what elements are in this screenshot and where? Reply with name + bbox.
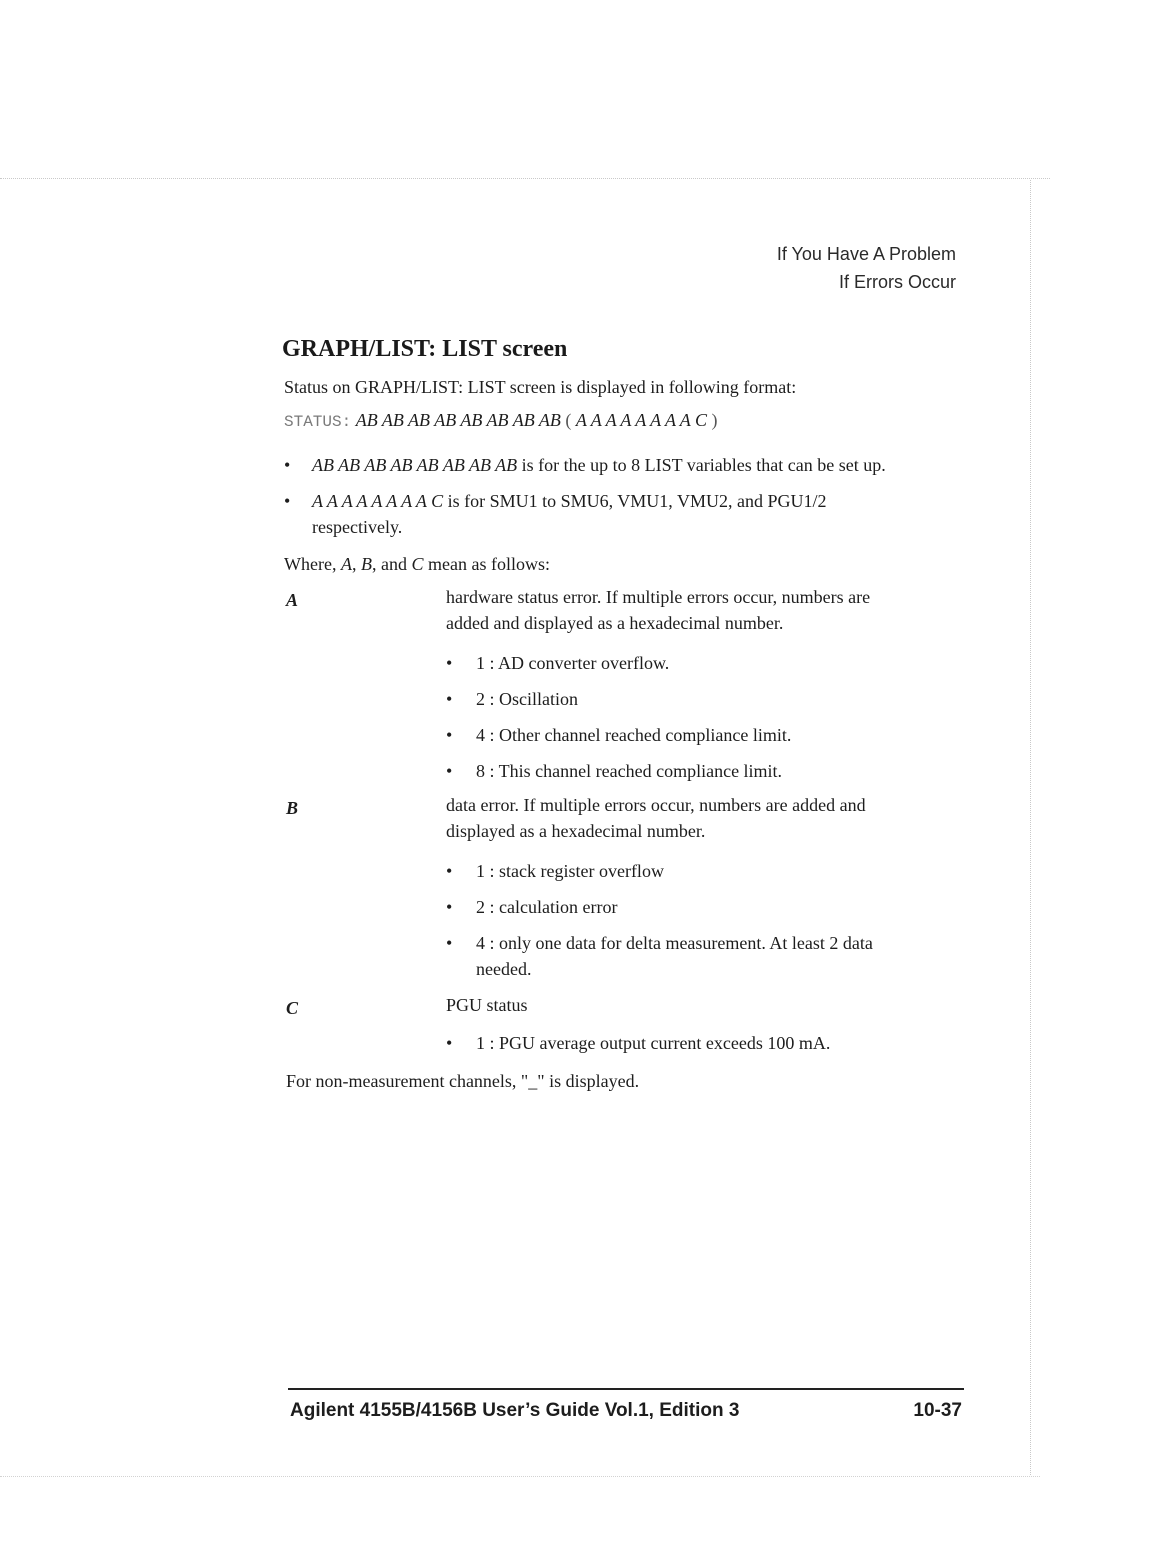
where-term-a: A	[340, 554, 352, 574]
bullet-text: is for the up to 8 LIST variables that can be set up.	[517, 455, 886, 475]
where-prefix: Where,	[284, 554, 341, 574]
running-header	[777, 240, 956, 296]
description-line: hardware status error. If multiple errors occur, numbers are	[446, 587, 871, 607]
list-item-text: 4 : Other channel reached compliance limit.	[476, 725, 792, 745]
status-open-paren: (	[565, 410, 572, 430]
term-b-description	[446, 792, 866, 844]
bullet-dot: •	[446, 897, 453, 917]
where-term-c: C	[411, 554, 424, 574]
header-chapter: If You Have A Problem	[776, 244, 956, 264]
bullet-code: AB AB AB AB AB AB AB AB	[312, 455, 518, 475]
list-item-text: 2 : Oscillation	[476, 689, 578, 709]
bullet-dot: •	[446, 933, 453, 953]
term-a-description	[446, 584, 870, 636]
term-a: A	[286, 590, 299, 610]
bullet-dot: •	[446, 861, 453, 881]
where-sep: , and	[371, 554, 412, 574]
bullet-dot: •	[446, 653, 453, 673]
closing-paragraph: For non-measurement channels, "_" is displayed.	[286, 1071, 640, 1091]
where-paragraph	[284, 551, 550, 577]
bullet-text: is for SMU1 to SMU6, VMU1, VMU2, and PGU1/2	[443, 491, 827, 511]
description-line: displayed as a hexadecimal number.	[446, 821, 706, 841]
footer-rule	[288, 1388, 964, 1390]
list-item-text: 2 : calculation error	[476, 897, 618, 917]
term-c-description: PGU status	[446, 995, 528, 1015]
term-b: B	[286, 798, 299, 818]
status-format-line	[284, 410, 717, 431]
status-channels: A A A A A A A A C	[575, 410, 707, 430]
bullet-code: A A A A A A A A C	[312, 491, 444, 511]
status-pairs: AB AB AB AB AB AB AB AB	[355, 410, 561, 430]
description-line: data error. If multiple errors occur, numbers are added and	[446, 795, 866, 815]
list-item-text: 1 : AD converter overflow.	[476, 653, 670, 673]
status-close-paren: )	[711, 410, 718, 430]
intro-paragraph: Status on GRAPH/LIST: LIST screen is displayed in following format:	[284, 377, 797, 397]
where-sep: ,	[351, 554, 361, 574]
where-term-b: B	[360, 554, 372, 574]
bullet-dot: •	[446, 725, 453, 745]
page-number: 10-37	[913, 1400, 962, 1421]
bullet-dot: •	[446, 689, 453, 709]
list-item-text: 8 : This channel reached compliance limit.	[476, 761, 783, 781]
list-item-text: 1 : PGU average output current exceeds 100 mA.	[476, 1033, 831, 1053]
footer-title: Agilent 4155B/4156B User’s Guide Vol.1, Edition 3	[290, 1400, 740, 1421]
bullet-dot: •	[284, 455, 291, 475]
header-section: If Errors Occur	[838, 272, 956, 292]
bullet-dot: •	[284, 491, 291, 511]
term-c: C	[286, 998, 299, 1018]
bullet-dot: •	[446, 761, 453, 781]
list-item-text: 4 : only one data for delta measurement. At least 2 data	[476, 933, 873, 953]
status-label: STATUS:	[284, 413, 352, 431]
description-line: added and displayed as a hexadecimal number.	[446, 613, 784, 633]
list-item-text-continued: needed.	[476, 959, 532, 979]
scan-edge-top	[0, 178, 1050, 179]
where-suffix: mean as follows:	[423, 554, 550, 574]
section-title: GRAPH/LIST: LIST screen	[282, 336, 568, 362]
scan-edge-bottom	[0, 1476, 1040, 1477]
list-item-text: 1 : stack register overflow	[476, 861, 664, 881]
bullet-dot: •	[446, 1033, 453, 1053]
scan-edge-right	[1030, 180, 1031, 1475]
bullet-text-continued: respectively.	[312, 517, 403, 537]
